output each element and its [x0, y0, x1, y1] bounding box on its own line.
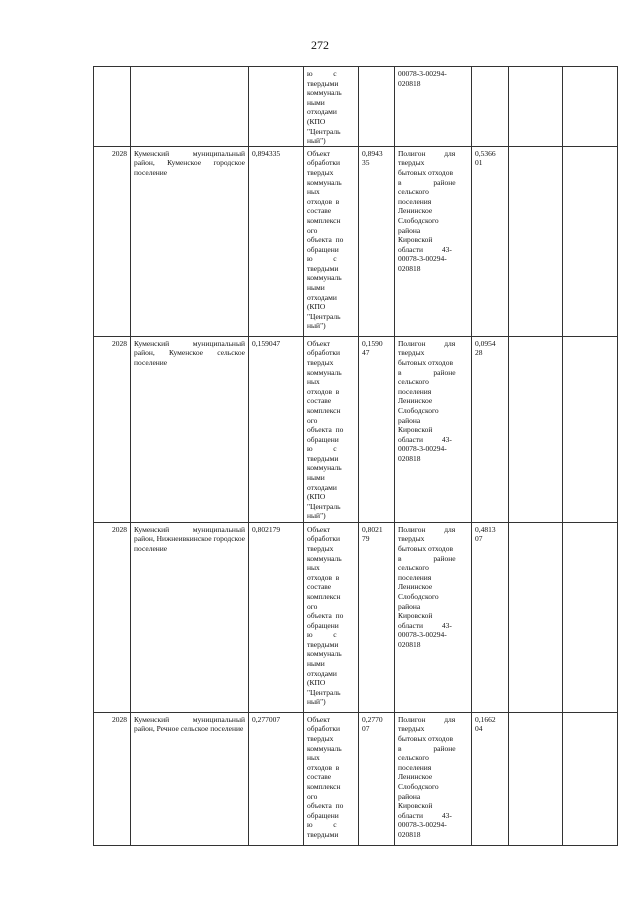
territory-cell: Куменский муниципальный район, Речное сельское поселение — [131, 712, 249, 845]
volume-cell — [249, 67, 304, 147]
page-number: 272 — [311, 38, 329, 52]
landfill-volume-cell — [472, 67, 509, 147]
facility-cell: Объект обработки твердых коммуналь ных отходов в составе комплексн ого объекта по обращени ю с твердыми коммуналь ными отходами (КПО "Централь ный") — [304, 146, 359, 336]
empty-cell — [563, 336, 618, 522]
landfill-volume-cell: 0,4813 07 — [472, 522, 509, 712]
empty-cell — [563, 146, 618, 336]
table-row — [94, 522, 618, 712]
empty-cell — [509, 67, 563, 147]
facility-cell: ю с твердыми коммуналь ными отходами (КПО "Централь ный") — [304, 67, 359, 147]
table-row — [94, 336, 618, 522]
table-row — [94, 146, 618, 336]
empty-cell — [509, 146, 563, 336]
volume-cell: 0,159047 — [249, 336, 304, 522]
territory-cell — [131, 67, 249, 147]
year-cell: 2028 — [94, 712, 131, 845]
territory-cell: Куменский муниципальный район, Куменское сельское поселение — [131, 336, 249, 522]
volume-cell: 0,802179 — [249, 522, 304, 712]
territory-cell: Куменский муниципальный район, Куменское городское поселение — [131, 146, 249, 336]
empty-cell — [509, 336, 563, 522]
landfill-volume-cell: 0,5366 01 — [472, 146, 509, 336]
volume-cell: 0,277007 — [249, 712, 304, 845]
landfill-volume-cell: 0,0954 28 — [472, 336, 509, 522]
facility-cell: Объект обработки твердых коммуналь ных отходов в составе комплексн ого объекта по обращени ю с твердыми — [304, 712, 359, 845]
empty-cell — [563, 712, 618, 845]
facility-volume-cell: 0,1590 47 — [359, 336, 395, 522]
territory-cell: Куменский муниципальный район, Нижнеивкинское городское поселение — [131, 522, 249, 712]
year-cell: 2028 — [94, 146, 131, 336]
table-row — [94, 712, 618, 845]
waste-flow-table — [93, 66, 618, 846]
volume-cell: 0,894335 — [249, 146, 304, 336]
year-cell: 2028 — [94, 336, 131, 522]
empty-cell — [509, 712, 563, 845]
landfill-cell: 00078-3-00294- 020818 — [395, 67, 472, 147]
year-cell — [94, 67, 131, 147]
facility-cell: Объект обработки твердых коммуналь ных отходов в составе комплексн ого объекта по обращени ю с твердыми коммуналь ными отходами (КПО "Централь ный") — [304, 336, 359, 522]
landfill-cell: Полигон для твердых бытовых отходов в районе сельского поселения Ленинское Слободского района Кировской области 43- 00078-3-00294- 020818 — [395, 522, 472, 712]
empty-cell — [563, 67, 618, 147]
empty-cell — [509, 522, 563, 712]
table-row — [94, 67, 618, 147]
facility-volume-cell: 0,8021 79 — [359, 522, 395, 712]
landfill-cell: Полигон для твердых бытовых отходов в районе сельского поселения Ленинское Слободского района Кировской области 43- 00078-3-00294- 020818 — [395, 712, 472, 845]
landfill-volume-cell: 0,1662 04 — [472, 712, 509, 845]
facility-volume-cell — [359, 67, 395, 147]
facility-volume-cell: 0,2770 07 — [359, 712, 395, 845]
empty-cell — [563, 522, 618, 712]
landfill-cell: Полигон для твердых бытовых отходов в районе сельского поселения Ленинское Слободского района Кировской области 43- 00078-3-00294- 020818 — [395, 146, 472, 336]
facility-cell: Объект обработки твердых коммуналь ных отходов в составе комплексн ого объекта по обращени ю с твердыми коммуналь ными отходами (КПО "Централь ный") — [304, 522, 359, 712]
facility-volume-cell: 0,8943 35 — [359, 146, 395, 336]
year-cell: 2028 — [94, 522, 131, 712]
landfill-cell: Полигон для твердых бытовых отходов в районе сельского поселения Ленинское Слободского района Кировской области 43- 00078-3-00294- 020818 — [395, 336, 472, 522]
